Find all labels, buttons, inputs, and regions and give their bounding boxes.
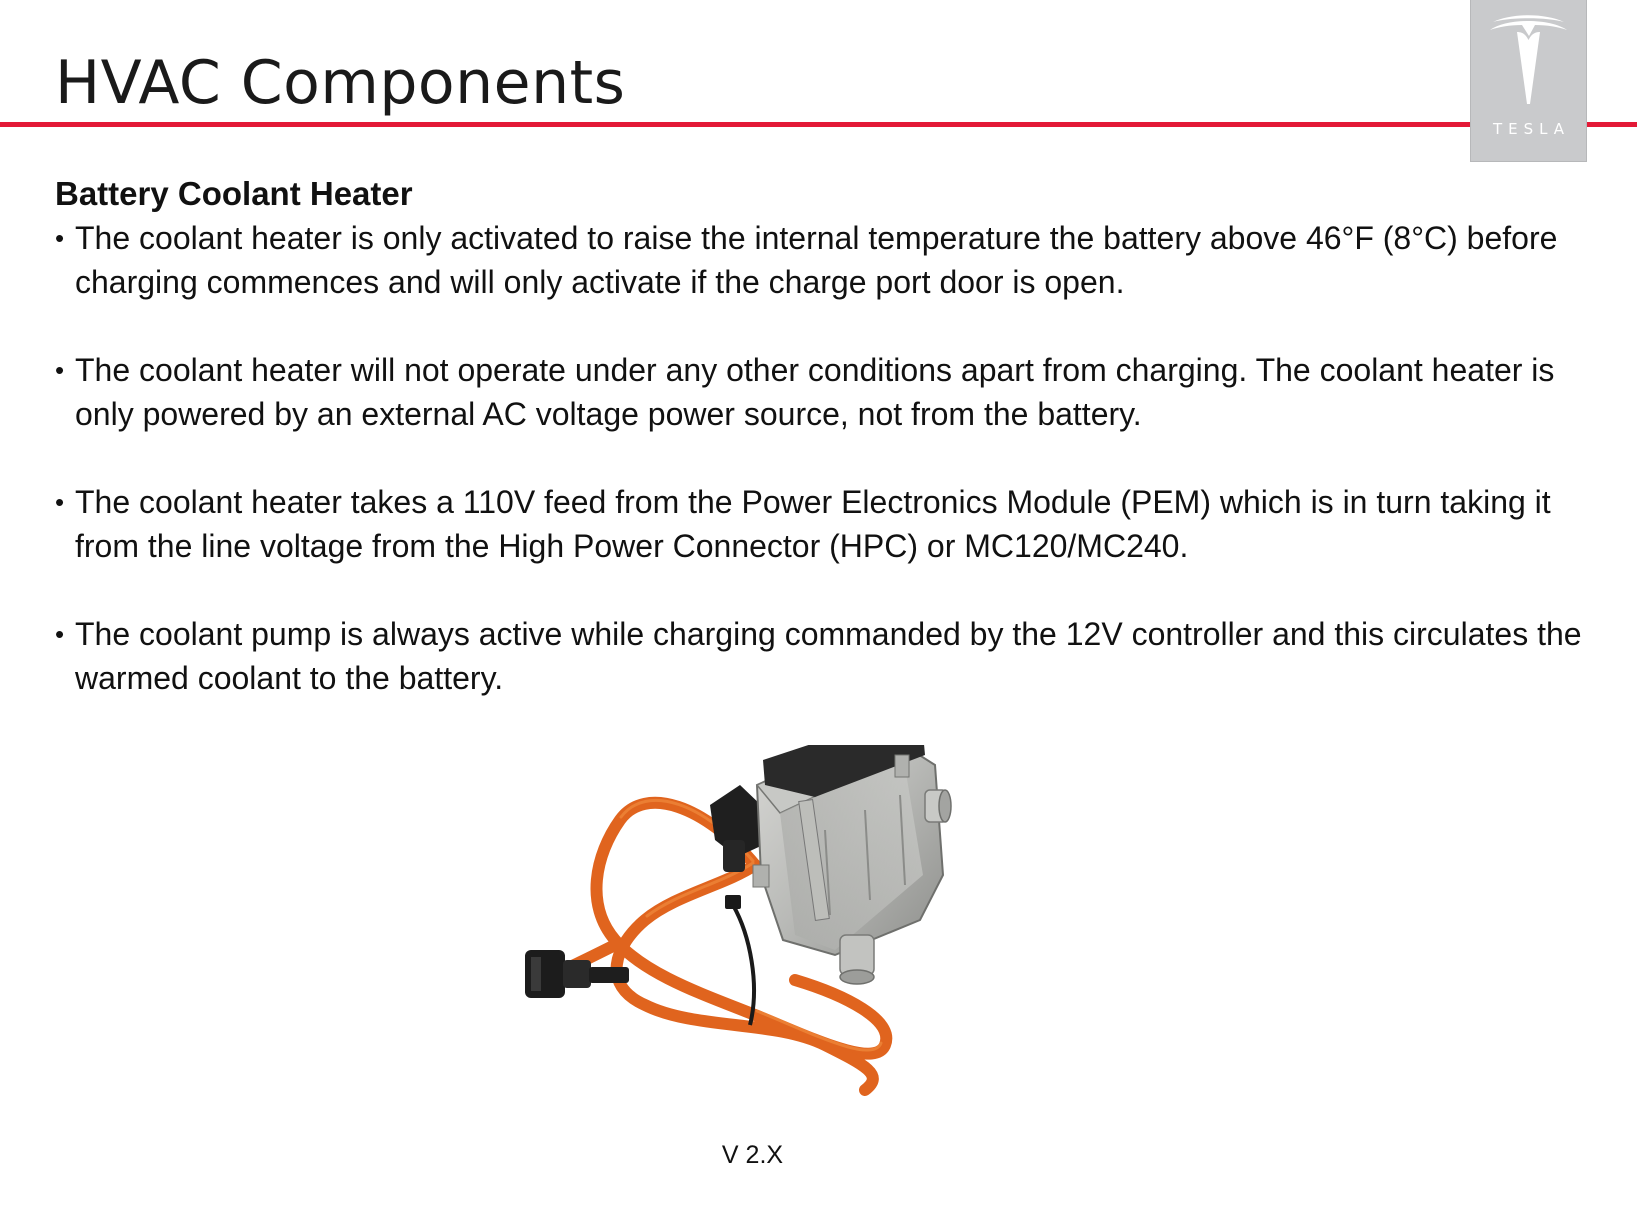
bullet-item xyxy=(55,348,1585,436)
bullet-item xyxy=(55,480,1585,568)
bullet-text: The coolant heater is only activated to raise the internal temperature the battery above 46°F (8°C) before charging commences and will only activate if the charge port door is open. xyxy=(75,220,1558,300)
tesla-wordmark: TESLA xyxy=(1492,120,1571,138)
section-heading: Battery Coolant Heater xyxy=(55,175,413,212)
battery-coolant-heater-photo xyxy=(525,745,1010,1110)
bullet-text: The coolant pump is always active while charging commanded by the 12V controller and this circulates the warmed coolant to the battery. xyxy=(75,616,1582,696)
figure-caption: V 2.X xyxy=(721,1141,784,1169)
tesla-logo xyxy=(1470,0,1587,162)
header-divider xyxy=(0,122,1637,127)
bullet-item xyxy=(55,216,1585,304)
tesla-t-logo-icon xyxy=(1487,14,1570,106)
bullet-marker: • xyxy=(55,223,65,253)
bullet-marker: • xyxy=(55,487,65,517)
bullet-text: The coolant heater takes a 110V feed from the Power Electronics Module (PEM) which is in turn taking it from the line voltage from the High Power Connector (HPC) or MC120/MC240. xyxy=(75,484,1551,564)
bullet-marker: • xyxy=(55,619,65,649)
page-title: HVAC Components xyxy=(55,48,626,118)
bullet-item xyxy=(55,612,1585,700)
bullet-text: The coolant heater will not operate under any other conditions apart from charging. The coolant heater is only powered by an external AC voltage power source, not from the battery. xyxy=(75,352,1555,432)
bullet-list xyxy=(55,216,1585,744)
bullet-marker: • xyxy=(55,355,65,385)
